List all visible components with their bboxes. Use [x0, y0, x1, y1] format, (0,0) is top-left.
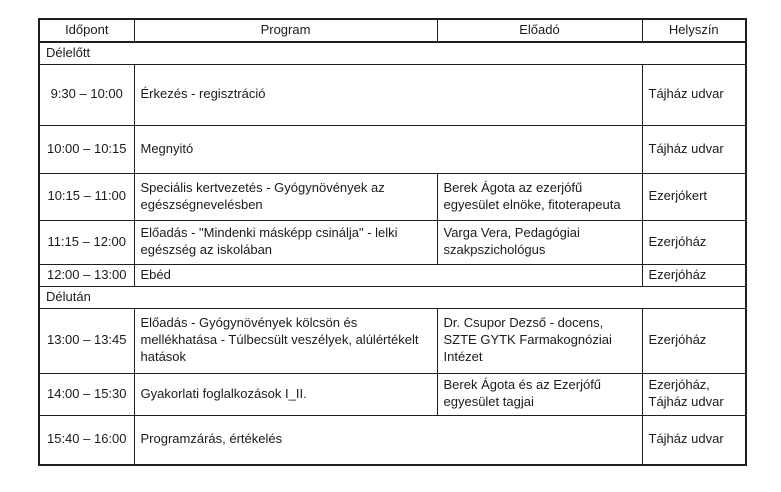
- table-row: [39, 373, 746, 415]
- presenter-cell: Berek Ágota és az Ezerjófű egyesület tagjai: [437, 373, 642, 415]
- time-cell: 10:00 – 10:15: [39, 125, 134, 173]
- table-row: [39, 220, 746, 264]
- presenter-cell: Varga Vera, Pedagógiai szakpszichológus: [437, 220, 642, 264]
- table-row: [39, 308, 746, 373]
- event-schedule-table: [38, 18, 747, 466]
- program-cell: Érkezés - regisztráció: [134, 64, 642, 125]
- time-cell: 9:30 – 10:00: [39, 64, 134, 125]
- location-cell: Ezerjóház: [642, 264, 746, 286]
- location-cell: Tájház udvar: [642, 125, 746, 173]
- time-cell: 12:00 – 13:00: [39, 264, 134, 286]
- header-program: Program: [134, 19, 437, 42]
- header-idopont: Időpont: [39, 19, 134, 42]
- table-row: [39, 264, 746, 286]
- header-row: [39, 19, 746, 42]
- table-row: [39, 64, 746, 125]
- location-cell: Ezerjókert: [642, 173, 746, 220]
- presenter-cell: Berek Ágota az ezerjófű egyesület elnöke, fitoterapeuta: [437, 173, 642, 220]
- location-cell: Ezerjóház: [642, 220, 746, 264]
- header-eloado: Előadó: [437, 19, 642, 42]
- location-cell: Tájház udvar: [642, 415, 746, 465]
- program-cell: Gyakorlati foglalkozások I_II.: [134, 373, 437, 415]
- location-cell: Ezerjóház, Tájház udvar: [642, 373, 746, 415]
- time-cell: 11:15 – 12:00: [39, 220, 134, 264]
- location-cell: Tájház udvar: [642, 64, 746, 125]
- section-row-morning: [39, 42, 746, 64]
- program-cell: Ebéd: [134, 264, 642, 286]
- header-helyszin: Helyszín: [642, 19, 746, 42]
- program-cell: Speciális kertvezetés - Gyógynövények az egészségnevelésben: [134, 173, 437, 220]
- program-cell: Megnyitó: [134, 125, 642, 173]
- presenter-cell: Dr. Csupor Dezső - docens, SZTE GYTK Farmakognóziai Intézet: [437, 308, 642, 373]
- program-cell: Előadás - "Mindenki másképp csinálja" - lelki egészség az iskolában: [134, 220, 437, 264]
- time-cell: 13:00 – 13:45: [39, 308, 134, 373]
- section-row-afternoon: [39, 286, 746, 308]
- location-cell: Ezerjóház: [642, 308, 746, 373]
- program-cell: Programzárás, értékelés: [134, 415, 642, 465]
- time-cell: 10:15 – 11:00: [39, 173, 134, 220]
- time-cell: 14:00 – 15:30: [39, 373, 134, 415]
- time-cell: 15:40 – 16:00: [39, 415, 134, 465]
- section-label: Délután: [39, 286, 746, 308]
- table-row: [39, 173, 746, 220]
- table-row: [39, 415, 746, 465]
- section-label: Délelőtt: [39, 42, 746, 64]
- table-row: [39, 125, 746, 173]
- program-cell: Előadás - Gyógynövények kölcsön és mellékhatása - Túlbecsült veszélyek, alúlértékelt hatások: [134, 308, 437, 373]
